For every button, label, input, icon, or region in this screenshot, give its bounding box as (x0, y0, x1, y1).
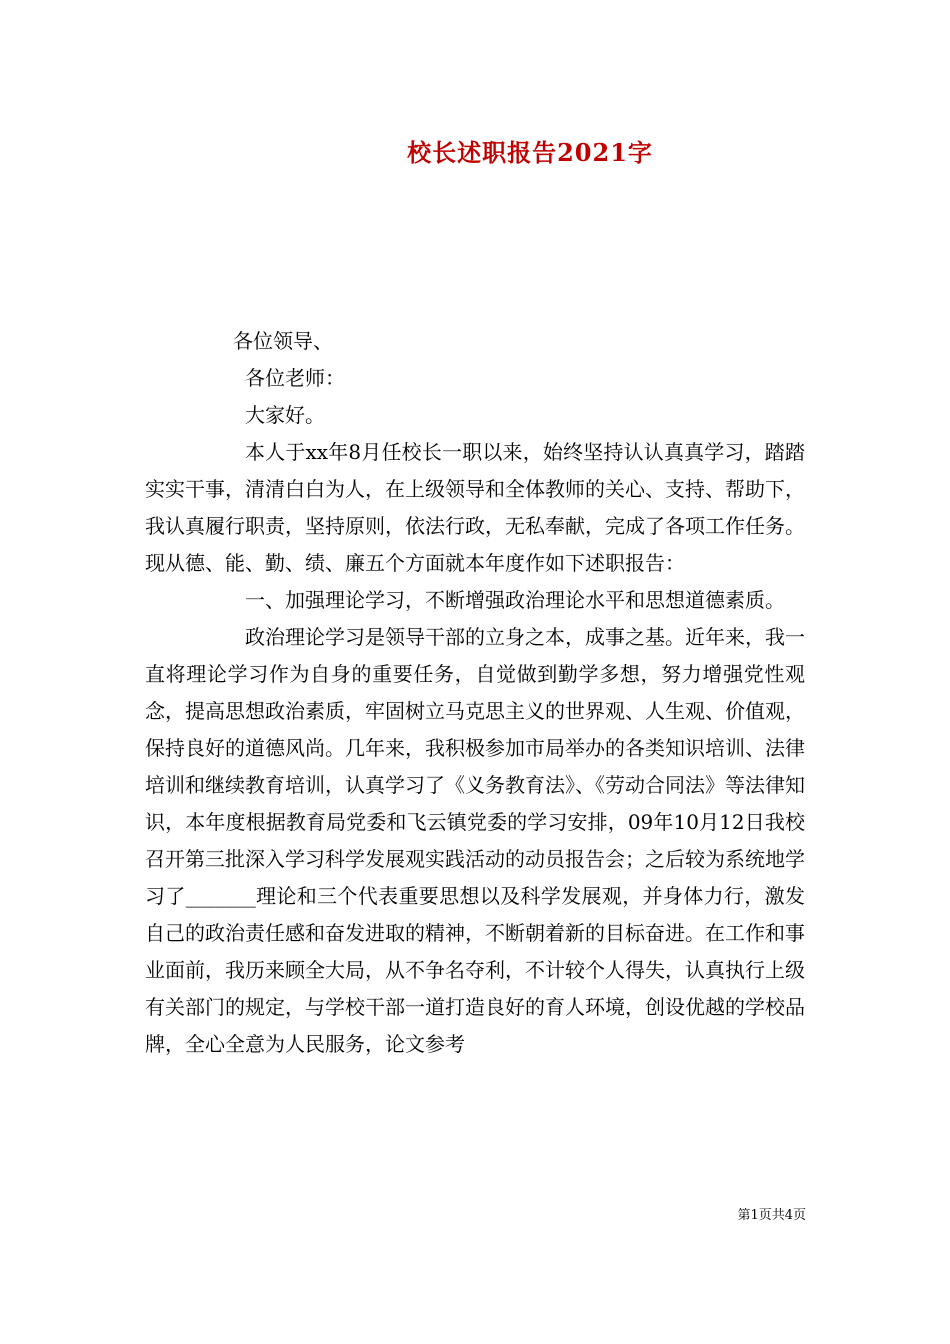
greeting-everyone: 大家好。 (245, 403, 325, 427)
document-title: 校长述职报告2021字 (407, 138, 653, 167)
section-heading-1: 一、加强理论学习，不断增强政治理论水平和思想道德素质。 (245, 588, 785, 612)
section-1-paragraph: 政治理论学习是领导干部的立身之本，成事之基。近年来，我一直将理论学习作为自身的重要任务，自觉做到勤学多想，努力增强党性观念，提高思想政治素质，牢固树立马克思主义的世界观、人生观、价值观，保持良好的道德风尚。几年来，我积极参加市局举办的各类知识培训、法律培训和继续教育培训，认真学习了《义务教育法》、《劳动合同法》等法律知识，本年度根据教育局党委和飞云镇党委的学习安排，09年10月12日我校召开第三批深入学习科学发展观实践活动的动员报告会；之后较为系统地学习了_______理论和三个代表重要思想以及科学发展观，并身体力行，激发自己的政治责任感和奋发进取的精神，不断朝着新的目标奋进。在工作和事业面前，我历来顾全大局，从不争名夺利，不计较个人得失，认真执行上级有关部门的规定，与学校干部一道打造良好的育人环境，创设优越的学校品牌，全心全意为人民服务，论文参考 (145, 625, 805, 1056)
greeting-teachers: 各位老师： (245, 366, 345, 390)
greeting-leaders: 各位领导、 (233, 329, 333, 353)
page-footer: 第1页共4页 (737, 1208, 806, 1223)
document-body (145, 323, 805, 1063)
intro-paragraph: 本人于xx年8月任校长一职以来，始终坚持认认真真学习，踏踏实实干事，清清白白为人，在上级领导和全体教师的关心、支持、帮助下，我认真履行职责，坚持原则，依法行政，无私奉献，完成了各项工作任务。现从德、能、勤、绩、廉五个方面就本年度作如下述职报告： (145, 440, 805, 575)
